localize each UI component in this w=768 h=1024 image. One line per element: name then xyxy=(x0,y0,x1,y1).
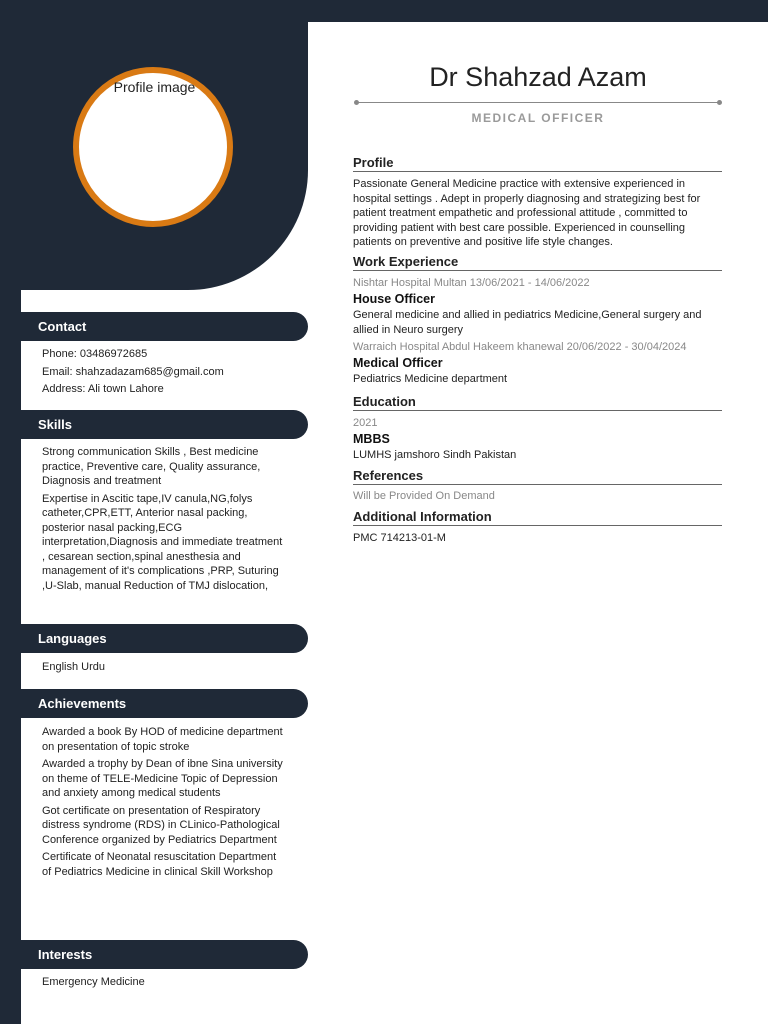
name-divider xyxy=(356,102,720,103)
skills-item: Strong communication Skills , Best medicine practice, Preventive care, Quality assurance, Diagnosis and treatment xyxy=(42,446,261,487)
resume-page xyxy=(21,22,768,1024)
profile-heading: Profile xyxy=(353,155,722,172)
education-section xyxy=(353,416,725,463)
references-heading: References xyxy=(353,468,722,485)
candidate-name: Dr Shahzad Azam xyxy=(429,62,647,92)
contact-phone: Phone: 03486972685 xyxy=(42,348,148,360)
achievement-item: Certificate of Neonatal resuscitation Department of Pediatrics Medicine in clinical Skill Workshop xyxy=(42,851,277,878)
job-description: Pediatrics Medicine department xyxy=(353,373,508,385)
achievements-section xyxy=(42,725,287,882)
profile-image-alt-text: Profile image xyxy=(113,79,196,95)
languages-text: English Urdu xyxy=(42,661,105,673)
interests-text: Emergency Medicine xyxy=(42,976,145,988)
work-experience-heading: Work Experience xyxy=(353,254,722,271)
additional-info-heading: Additional Information xyxy=(353,509,722,526)
job-meta: Warraich Hospital Abdul Hakeem khanewal 20/06/2022 - 30/04/2024 xyxy=(353,341,687,353)
achievement-item: Awarded a book By HOD of medicine department on presentation of topic stroke xyxy=(42,726,283,753)
job-title: MEDICAL OFFICER xyxy=(471,111,605,125)
contact-heading: Contact xyxy=(21,312,308,341)
education-school: LUMHS jamshoro Sindh Pakistan xyxy=(353,449,517,461)
achievements-heading: Achievements xyxy=(21,689,308,718)
education-heading: Education xyxy=(353,394,722,411)
contact-address: Address: Ali town Lahore xyxy=(42,383,164,395)
education-year: 2021 xyxy=(353,417,378,429)
contact-email: Email: shahzadazam685@gmail.com xyxy=(42,365,224,378)
languages-section xyxy=(42,660,287,678)
achievement-item: Got certificate on presentation of Respiratory distress syndrome (RDS) in CLinico-Pathological Conference organized by Pediatrics Department xyxy=(42,804,280,846)
profile-summary: Passionate General Medicine practice with extensive experienced in hospital settings . Adept in properly diagnosing and strategizing best for patient treatment empathetic and professional attitude , committed to providing patient with best care possible. Experienced in counselling patients on preventive and positive life style changes. xyxy=(353,178,701,248)
job-meta: Nishtar Hospital Multan 13/06/2021 - 14/06/2022 xyxy=(353,277,590,289)
skills-item: Expertise in Ascitic tape,IV canula,NG,folys catheter,CPR,ETT, Anterior nasal packing, posterior nasal packing,ECG interpretation,Diagnosis and immediate treatment , cesarean section,spinal anesthesia and management of it's complications ,PRP, Suturing ,U-Slab, manual Reduction of TMJ dislocation, xyxy=(42,492,283,592)
job-role: House Officer xyxy=(353,291,435,306)
interests-heading: Interests xyxy=(21,940,308,969)
references-text: Will be Provided On Demand xyxy=(353,490,495,502)
education-degree: MBBS xyxy=(353,431,390,446)
contact-section xyxy=(42,347,287,400)
languages-heading: Languages xyxy=(21,624,308,653)
divider-dot-right xyxy=(717,100,722,105)
job-description: General medicine and allied in pediatrics Medicine,General surgery and allied in Neuro surgery xyxy=(353,309,702,336)
interests-section xyxy=(42,975,287,993)
achievement-item: Awarded a trophy by Dean of ibne Sina university on theme of TELE-Medicine Topic of Depression and anxiety among medical students xyxy=(42,758,283,799)
work-experience-section xyxy=(353,276,725,387)
job-role: Medical Officer xyxy=(353,355,443,370)
skills-section xyxy=(42,445,287,596)
skills-heading: Skills xyxy=(21,410,308,439)
additional-info-text: PMC 714213-01-M xyxy=(353,532,446,544)
